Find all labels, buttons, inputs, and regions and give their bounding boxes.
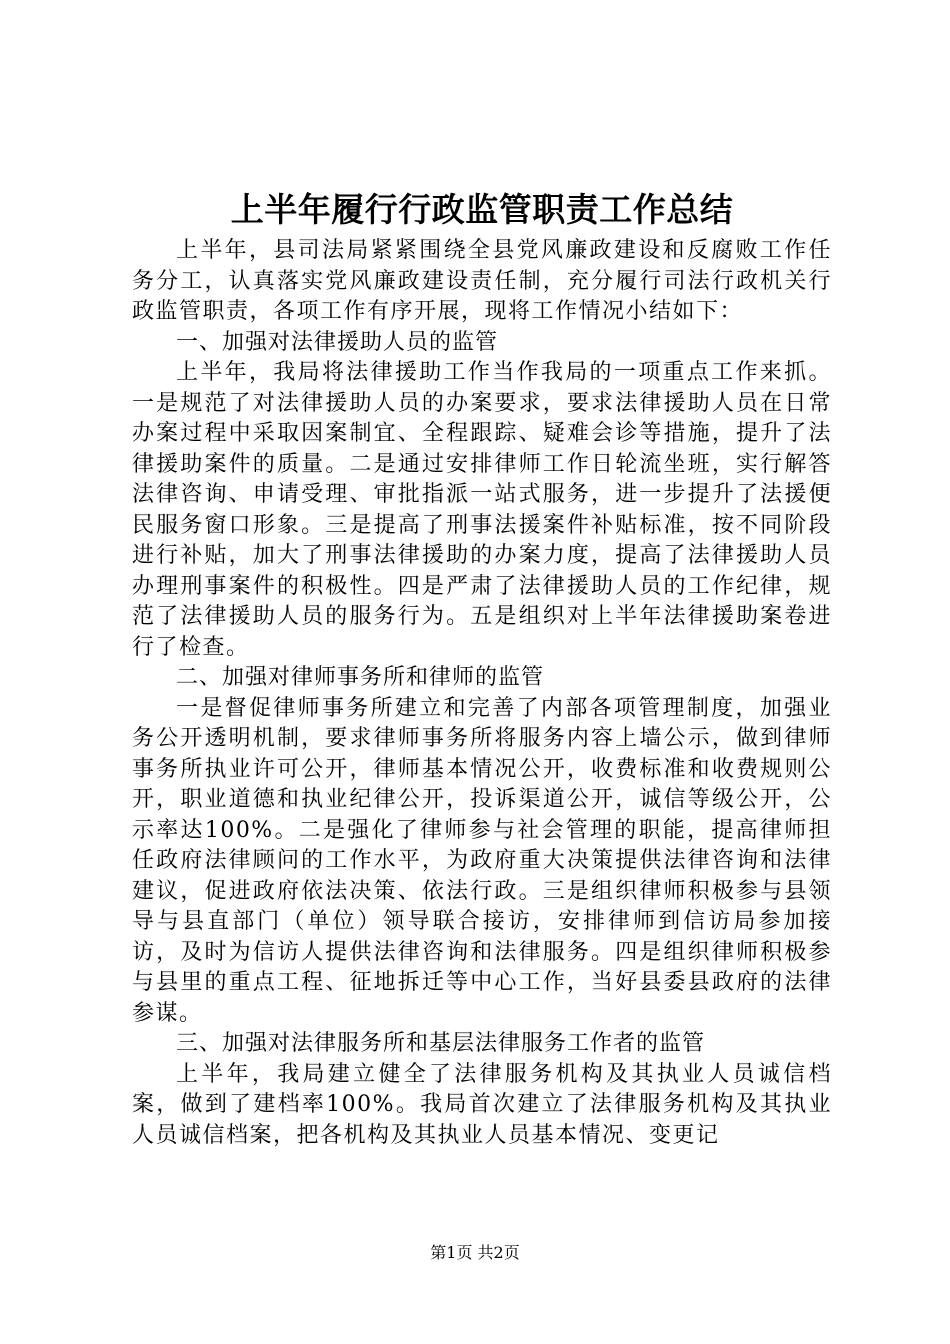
section-body-3: 上半年，我局建立健全了法律服务机构及其执业人员诚信档案，做到了建档率100%。我局首次建立了法律服务机构及其执业人员诚信档案，把各机构及其执业人员基本情况、变更记: [132, 1061, 832, 1148]
section-heading-2: 二、加强对律师事务所和律师的监管: [176, 665, 545, 690]
section-heading-1: 一、加强对法律援助人员的监管: [176, 329, 499, 355]
document-page: [132, 0, 832, 1344]
intro-paragraph: 上半年，县司法局紧紧围绕全县党风廉政建设和反腐败工作任务分工，认真落实党风廉政建设责任制，充分履行司法行政机关行政监管职责，各项工作有序开展，现将工作情况小结如下：: [132, 238, 832, 324]
section-heading-3: 三、加强对法律服务所和基层法律服务工作者的监管: [176, 1031, 706, 1056]
document-body: [132, 236, 832, 1151]
page-number-footer: 第1页 共2页: [430, 1243, 520, 1262]
document-title: 上半年履行行政监管职责工作总结: [230, 190, 734, 229]
section-body-1: 上半年，我局将法律援助工作当作我局的一项重点工作来抓。一是规范了对法律援助人员的办案要求，要求法律援助人员在日常办案过程中采取因案制宜、全程跟踪、疑难会诊等措施，提升了法律援助案件的质量。二是通过安排律师工作日轮流坐班，实行解答法律咨询、申请受理、审批指派一站式服务，进一步提升了法援便民服务窗口形象。三是提高了刑事法援案件补贴标准，按不同阶段进行补贴，加大了刑事法律援助的办案力度，提高了法律援助人员办理刑事案件的积极性。四是严肃了法律援助人员的工作纪律，规范了法律援助人员的服务行为。五是组织对上半年法律援助案卷进行了检查。: [132, 360, 832, 660]
section-body-2: 一是督促律师事务所建立和完善了内部各项管理制度，加强业务公开透明机制，要求律师事务所将服务内容上墙公示，做到律师事务所执业许可公开，律师基本情况公开，收费标准和收费规则公开，职业道德和执业纪律公开，投诉渠道公开，诚信等级公开，公示率达100%。二是强化了律师参与社会管理的职能，提高律师担任政府法律顾问的工作水平，为政府重大决策提供法律咨询和法律建议，促进政府依法决策、依法行政。三是组织律师积极参与县领导与县直部门（单位）领导联合接访，安排律师到信访局参加接访，及时为信访人提供法律咨询和法律服务。四是组织律师积极参与县里的重点工程、征地拆迁等中心工作，当好县委县政府的法律参谋。: [132, 695, 832, 1026]
